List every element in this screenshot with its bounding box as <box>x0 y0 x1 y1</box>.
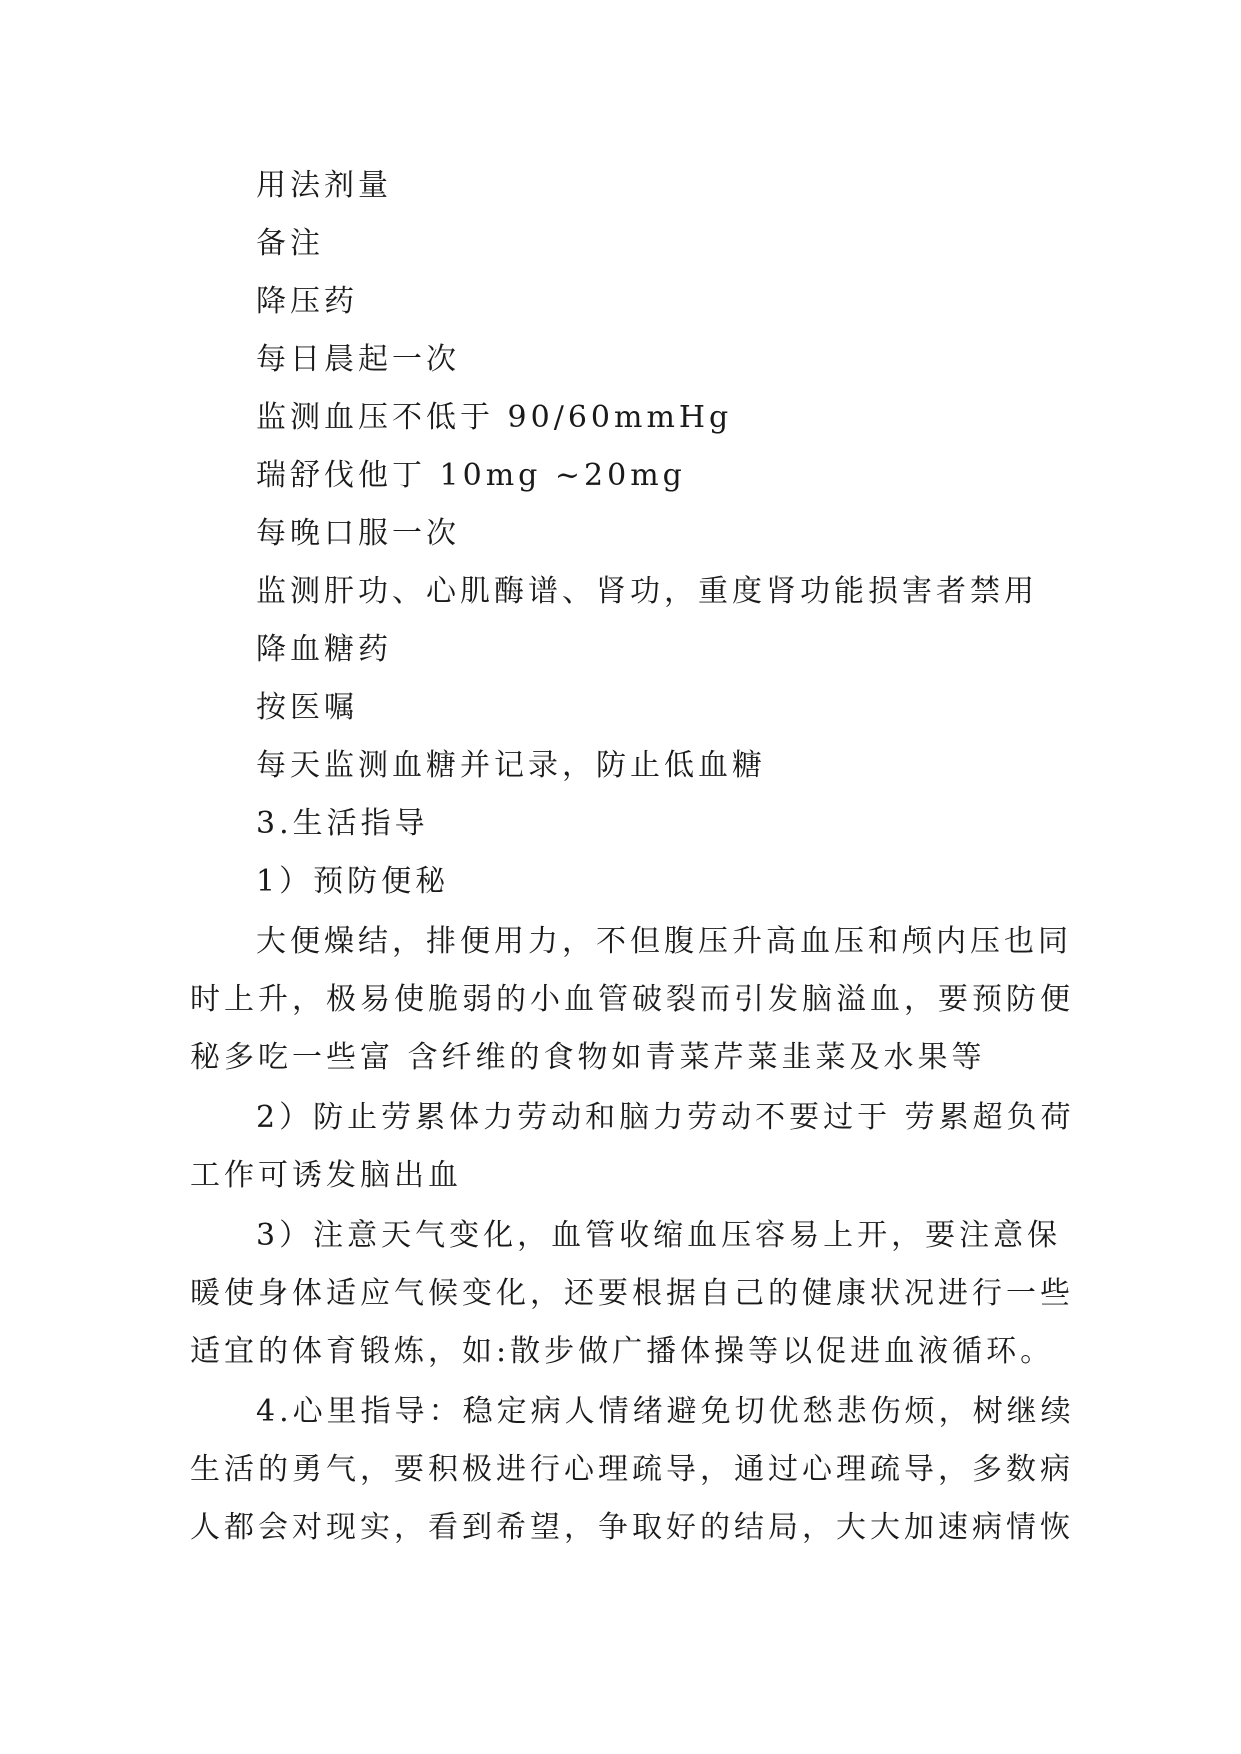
paragraph-psychological-guidance <box>190 1383 1075 1557</box>
text-line-rosuvastatin: 瑞舒伐他丁 10mg ~20mg <box>256 458 686 493</box>
paragraph-weather-changes <box>190 1207 1074 1381</box>
paragraph-row: 大便燥结，排便用力，不但腹压升高血压和颅内压也同 <box>256 924 1072 959</box>
paragraph-avoid-fatigue <box>190 1089 1075 1205</box>
text-line-remarks-header: 备注 <box>256 226 324 261</box>
text-line-hypoglycemic: 降血糖药 <box>256 632 392 667</box>
paragraph-row: 时上升，极易使脆弱的小血管破裂而引发脑溢血，要预防便 <box>190 982 1074 1017</box>
text-line-antihypertensive: 降压药 <box>256 284 358 319</box>
paragraph-row: 3）注意天气变化，血管收缩血压容易上开，要注意保 <box>256 1218 1062 1253</box>
text-line-liver-monitor: 监测肝功、心肌酶谱、肾功，重度肾功能损害者禁用 <box>256 574 1038 609</box>
text-line-dosage-header: 用法剂量 <box>256 168 392 203</box>
paragraph-row: 工作可诱发脑出血 <box>190 1158 462 1193</box>
section-heading-life-guidance: 3.生活指导 <box>256 806 429 841</box>
subheading-prevent-constipation: 1）预防便秘 <box>256 864 450 899</box>
paragraph-row: 生活的勇气，要积极进行心理疏导，通过心理疏导，多数病 <box>190 1452 1074 1487</box>
paragraph-row: 4.心里指导：稳定病人情绪避免切优愁悲伤烦，树继续 <box>256 1394 1075 1429</box>
text-line-per-doctor: 按医嘱 <box>256 690 358 725</box>
text-line-bp-monitor: 监测血压不低于 90/60mmHg <box>256 400 733 435</box>
text-line-evening-dose: 每晚口服一次 <box>256 516 460 551</box>
text-line-morning-dose: 每日晨起一次 <box>256 342 460 377</box>
document-body <box>190 157 1075 1557</box>
paragraph-row: 秘多吃一些富 含纤维的食物如青菜芹菜韭菜及水果等 <box>190 1040 986 1075</box>
paragraph-row: 适宜的体育锻炼，如:散步做广播体操等以促进血液循环。 <box>190 1334 1055 1369</box>
paragraph-constipation <box>190 913 1074 1087</box>
paragraph-row: 人都会对现实，看到希望，争取好的结局，大大加速病情恢 <box>190 1510 1074 1545</box>
text-line-glucose-monitor: 每天监测血糖并记录，防止低血糖 <box>256 748 766 783</box>
paragraph-row: 2）防止劳累体力劳动和脑力劳动不要过于 劳累超负荷 <box>256 1100 1075 1135</box>
paragraph-row: 暖使身体适应气候变化，还要根据自己的健康状况进行一些 <box>190 1276 1074 1311</box>
